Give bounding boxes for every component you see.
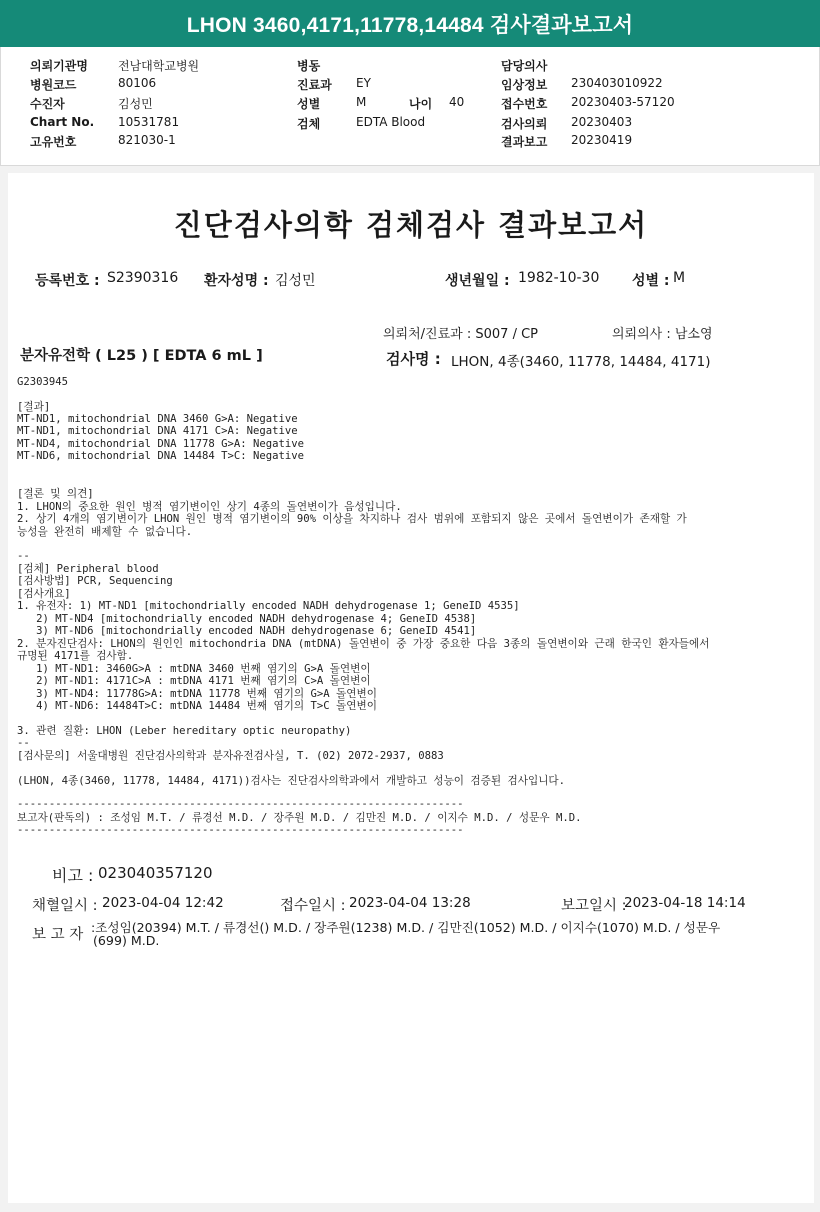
- info-label-sex: 성별: [297, 97, 321, 111]
- method-line: [검사개요]: [17, 588, 71, 600]
- test-name-value: LHON, 4종(3460, 11778, 14484, 4171): [451, 354, 711, 370]
- sex-label: 성별 :: [632, 273, 670, 289]
- info-value-chart-no: 10531781: [118, 115, 180, 129]
- test-name-label: 검사명 :: [386, 350, 441, 368]
- info-value-request-date: 20230403: [571, 115, 633, 129]
- patient-name-value: 김성민: [275, 273, 316, 289]
- info-value-age: 40: [449, 95, 465, 109]
- conclusion-line: 능성을 완전히 배제할 수 없습니다.: [17, 526, 193, 538]
- collection-time-label: 채혈일시 :: [32, 898, 98, 914]
- info-label-chart-no: Chart No.: [30, 115, 95, 129]
- rule-line: ----------------------------------------------------------------------: [17, 824, 464, 836]
- receipt-time-label: 접수일시 :: [280, 898, 346, 914]
- patient-info-panel: [0, 47, 820, 166]
- conclusion-line: 2. 상기 4개의 염기변이가 LHON 원인 병적 염기변이의 90% 이상을 차지하나 검사 범위에 포함되지 않은 곳에서 돌연변이가 존재할 가: [17, 513, 687, 525]
- result-line: MT-ND6, mitochondrial DNA 14484 T>C: Negative: [17, 450, 305, 462]
- info-label-hospital-code: 병원코드: [30, 78, 77, 92]
- rule-line: ----------------------------------------------------------------------: [17, 798, 464, 810]
- related-disease: 3. 관련 질환: LHON (Leber hereditary optic neuropathy): [17, 725, 352, 737]
- result-line: MT-ND1, mitochondrial DNA 4171 C>A: Negative: [17, 425, 298, 437]
- reporter-label: 보 고 자: [32, 927, 84, 943]
- info-value-receipt-no: 20230403-57120: [571, 95, 675, 109]
- conclusion-heading: [결론 및 의견]: [17, 488, 94, 500]
- method-line: [검사방법] PCR, Sequencing: [17, 575, 173, 587]
- note-label: 비고 :: [52, 866, 94, 885]
- info-value-patient: 김성민: [118, 97, 153, 111]
- info-label-clinical-info: 임상정보: [501, 78, 548, 92]
- info-label-age: 나이: [409, 97, 433, 111]
- info-label-unique-id: 고유번호: [30, 135, 77, 149]
- report-time-value: 2023-04-18 14:14: [624, 895, 746, 911]
- report-banner: [0, 0, 820, 47]
- reporters-line: 보고자(판독의) : 조성임 M.T. / 류경선 M.D. / 장주원 M.D. / 김만진 M.D. / 이지수 M.D. / 성문우 M.D.: [17, 812, 582, 824]
- info-value-department: EY: [356, 76, 371, 90]
- referring-dept: 의뢰처/진료과 : S007 / CP: [383, 327, 538, 342]
- receipt-time-value: 2023-04-04 13:28: [349, 895, 471, 911]
- scanned-report-page: [8, 173, 814, 1203]
- info-value-sex: M: [356, 95, 367, 109]
- separator: --: [17, 550, 30, 562]
- method-line: 2. 분자진단검사: LHON의 원인인 mitochondria DNA (mtDNA) 돌연변이 중 가장 중요한 다음 3종의 돌연변이와 근래 한국인 환자들에서: [17, 638, 710, 650]
- info-label-request-date: 검사의뢰: [501, 117, 548, 131]
- separator: --: [17, 737, 30, 749]
- validation-note: (LHON, 4종(3460, 11778, 14484, 4171))검사는 진단검사의학과에서 개발하고 성능이 검증된 검사입니다.: [17, 775, 566, 787]
- specimen-id: G2303945: [17, 376, 69, 388]
- reg-no-value: S2390316: [107, 270, 179, 286]
- info-value-clinical-info: 230403010922: [571, 76, 663, 90]
- info-label-patient: 수진자: [30, 97, 65, 111]
- patient-name-label: 환자성명 :: [204, 273, 269, 289]
- info-value-report-date: 20230419: [571, 133, 633, 147]
- conclusion-line: 1. LHON의 중요한 원인 병적 염기변이인 상기 4종의 돌연변이가 음성입니다.: [17, 501, 402, 513]
- method-line: 1) MT-ND1: 3460G>A : mtDNA 3460 번째 염기의 G>A 돌연변이: [17, 663, 371, 675]
- info-value-institution: 전남대학교병원: [118, 59, 200, 73]
- section-title: 분자유전학 ( L25 ) [ EDTA 6 mL ]: [20, 348, 263, 364]
- info-value-unique-id: 821030-1: [118, 133, 176, 147]
- reporter-value: :조성임(20394) M.T. / 류경선() M.D. / 장주원(1238) M.D. / 김만진(1052) M.D. / 이지수(1070) M.D. / 성문우: [91, 920, 721, 935]
- method-line: 규명된 4171를 검사함.: [17, 650, 134, 662]
- info-label-report-date: 결과보고: [501, 135, 548, 149]
- info-value-specimen: EDTA Blood: [356, 115, 426, 129]
- info-label-specimen: 검체: [297, 117, 321, 131]
- document-title: 진단검사의학 검체검사 결과보고서: [173, 208, 649, 242]
- method-line: 2) MT-ND4 [mitochondrially encoded NADH dehydrogenase 4; GeneID 4538]: [17, 613, 477, 625]
- info-value-hospital-code: 80106: [118, 76, 157, 90]
- info-label-department: 진료과: [297, 78, 332, 92]
- reg-no-label: 등록번호 :: [35, 273, 100, 289]
- banner-title: LHON 3460,4171,11778,14484 검사결과보고서: [186, 13, 634, 37]
- method-line: [검체] Peripheral blood: [17, 563, 159, 575]
- method-line: 1. 유전자: 1) MT-ND1 [mitochondrially encoded NADH dehydrogenase 1; GeneID 4535]: [17, 600, 520, 612]
- result-line: MT-ND1, mitochondrial DNA 3460 G>A: Negative: [17, 413, 298, 425]
- method-line: 3) MT-ND6 [mitochondrially encoded NADH dehydrogenase 6; GeneID 4541]: [17, 625, 477, 637]
- report-time-label: 보고일시 :: [561, 898, 627, 914]
- referring-doctor: 의뢰의사 : 남소영: [612, 327, 713, 342]
- info-label-institution: 의뢰기관명: [30, 59, 88, 73]
- results-heading: [결과]: [17, 401, 51, 413]
- result-line: MT-ND4, mitochondrial DNA 11778 G>A: Negative: [17, 438, 305, 450]
- inquiry-line: [검사문의] 서울대병원 진단검사의학과 분자유전검사실, T. (02) 2072-2937, 0883: [17, 750, 444, 762]
- info-label-receipt-no: 접수번호: [501, 97, 548, 111]
- method-line: 4) MT-ND6: 14484T>C: mtDNA 14484 번째 염기의 T>C 돌연변이: [17, 700, 377, 712]
- collection-time-value: 2023-04-04 12:42: [102, 895, 224, 911]
- info-label-doctor: 담당의사: [501, 59, 548, 73]
- sex-value: M: [673, 270, 686, 286]
- method-line: 3) MT-ND4: 11778G>A: mtDNA 11778 번째 염기의 G>A 돌연변이: [17, 688, 377, 700]
- birth-date-label: 생년월일 :: [445, 273, 510, 289]
- birth-date-value: 1982-10-30: [518, 270, 600, 286]
- info-label-ward: 병동: [297, 59, 321, 73]
- note-value: 023040357120: [98, 864, 213, 882]
- reporter-value-cont: (699) M.D.: [93, 933, 160, 948]
- method-line: 2) MT-ND1: 4171C>A : mtDNA 4171 번째 염기의 C>A 돌연변이: [17, 675, 371, 687]
